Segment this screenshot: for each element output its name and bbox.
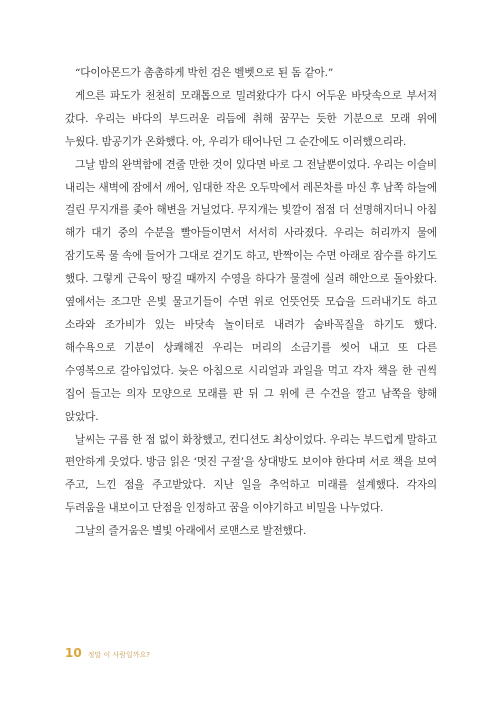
page-footer [65,646,150,660]
paragraph: 그날의 즐거움은 별빛 아래에서 로맨스로 발전했다. [75,525,307,538]
body-text [65,62,437,543]
paragraph: 게으른 파도가 천천히 모래톱으로 밀려왔다가 다시 어두운 바닷속으로 부서져 갔다. 우리는 바다의 부드러운 리듬에 취해 꿈꾸는 듯한 기분으로 모래 위에 누웠다. 밤공기가 온화했다. 아, 우리가 태어나던 그 순간에도 이러했으리라. [65,89,437,148]
running-title: 정말 이 사람일까요? [87,651,150,659]
paragraph: 그날 밤의 완벽함에 견줄 만한 것이 있다면 바로 그 전날뿐이었다. 우리는 이슬비 내리는 새벽에 잠에서 깨어, 임대한 작은 오두막에서 레몬차를 마신 후 남쪽 하늘에 걸린 무지개를 좇아 해변을 거닐었다. 무지개는 빛깔이 점점 더 선명해지더니 아침 해가 대기 중의 수분을 빨아들이면서 서서히 사라졌다. 우리는 허리까지 물에 잠기도록 물 속에 들어가 그대로 걷기도 하고, 반짝이는 수면 아래로 잠수를 하기도 했다. 그렇게 근육이 땅길 때까지 수영을 하다가 물결에 실려 해안으로 돌아왔다. 옆에서는 조그만 은빛 물고기들이 수면 위로 언뜻언뜻 모습을 드러내기도 하고 소라와 조가비가 있는 바닷속 놀이터로 내려가 숨바꼭질을 하기도 했다. 해수욕으로 기분이 상쾌해진 우리는 머리의 소금기를 씻어 내고 또 다른 수영복으로 갈아입었다. 늦은 아침으로 시리얼과 과일을 먹고 각자 책을 한 권씩 집어 들고는 의자 모양으로 모래를 판 뒤 그 위에 큰 수건을 깔고 남쪽을 향해 앉았다. [65,158,437,423]
paragraph-quote: “다이아몬드가 촘촘하게 박힌 검은 벨벳으로 된 돔 같아.” [75,67,334,79]
page-number: 10 [65,646,82,660]
paragraph: 날씨는 구름 한 점 없이 화창했고, 컨디션도 최상이었다. 우리는 부드럽게 말하고 편안하게 웃었다. 방금 읽은 ‘멋진 구절’을 상대방도 보이야 한다며 서로 책을 보여 주고, 느낀 점을 주고받았다. 지난 일을 추억하고 미래를 설계했다. 각자의 두려움을 내보이고 단점을 인정하고 꿈을 이야기하고 비밀을 나누었다. [65,433,437,515]
